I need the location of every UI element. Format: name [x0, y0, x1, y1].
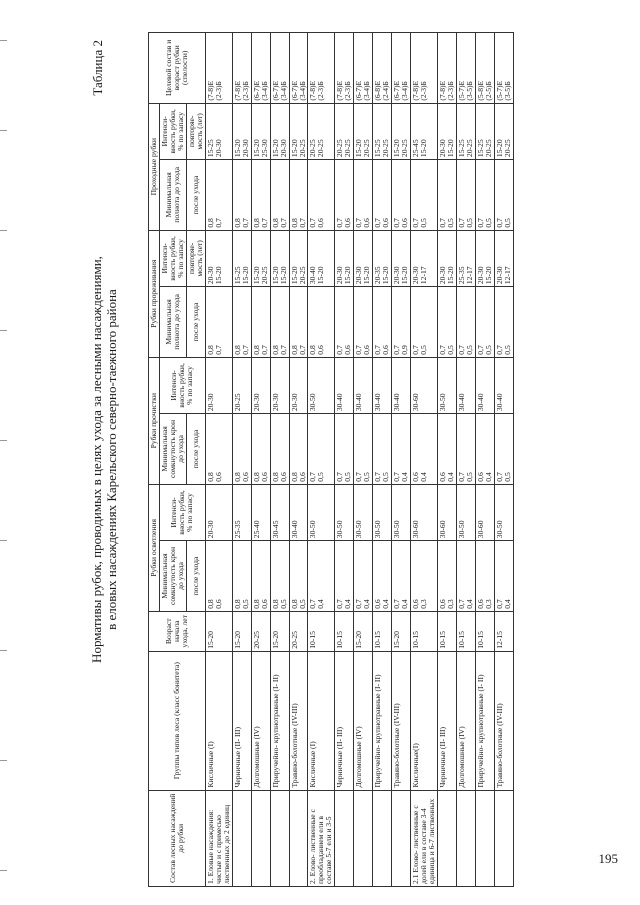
- target-cell: (5-7)Е (3-5)Б: [456, 33, 475, 104]
- subheader-min-completeness: Минимальная полнота до ухода: [159, 287, 186, 358]
- forest-type-cell: Травяно-болотные (IV-III): [494, 651, 513, 790]
- thinning-intensity-cell: 20-30 15-20: [205, 230, 232, 286]
- passing-min-cell: 0,8 0,7: [270, 160, 289, 231]
- norms-table: [148, 32, 514, 887]
- margin-mark: [0, 650, 7, 651]
- composition-cell: [373, 790, 392, 886]
- margin-mark: [0, 130, 7, 131]
- cleaning-min-cell: 0,6 0,4: [475, 414, 494, 485]
- table-row: [392, 33, 411, 887]
- subheader-repeat: повторяе- мость (лет): [186, 230, 205, 286]
- passing-min-cell: 0,7 0,5: [494, 160, 513, 231]
- cleaning-intensity-cell: 30-50: [438, 357, 457, 413]
- clearing-min-cell: 0,6 0,4: [373, 541, 392, 612]
- clearing-intensity-cell: 30-50: [354, 484, 373, 540]
- composition-cell: [232, 790, 251, 886]
- thinning-intensity-cell: 20-30 15-20: [475, 230, 494, 286]
- passing-intensity-cell: 15-20 20-25: [392, 103, 411, 159]
- passing-min-cell: 0,7 0,6: [335, 160, 354, 231]
- passing-intensity-cell: 15-20 20-30: [270, 103, 289, 159]
- subheader-after-care: после ухода: [186, 160, 205, 231]
- title-line: в еловых насаждениях Карельского северно-таежного района: [103, 289, 119, 630]
- age-cell: 15-20: [270, 611, 289, 651]
- thinning-intensity-cell: 20-30 15-20: [392, 230, 411, 286]
- margin-mark: [0, 540, 7, 541]
- age-cell: 10-15: [335, 611, 354, 651]
- subheader-after-care: после ухода: [186, 414, 205, 485]
- passing-min-cell: 0,7 0,5: [438, 160, 457, 231]
- margin-mark: [0, 330, 7, 331]
- subheader-intensity: Интенси- вность рубки, % по запасу: [159, 484, 205, 540]
- table-label: Таблица 2: [90, 40, 105, 96]
- header-target: Целевой состав и возраст рубки (спелости): [149, 33, 206, 104]
- header-composition: Состав лесных насаждений до рубки: [149, 790, 206, 886]
- passing-intensity-cell: 15-20 20-25: [289, 103, 308, 159]
- forest-type-cell: Приручейно- крупнотравные (I- II): [270, 651, 289, 790]
- forest-type-cell: Кисличные (I): [308, 651, 335, 790]
- target-cell: (6-7)Е (3-4)Б: [251, 33, 270, 104]
- clearing-intensity-cell: 30-60: [411, 484, 438, 540]
- target-cell: (7-8)Е (2-3)Б: [411, 33, 438, 104]
- thinning-intensity-cell: 20-30 15-20: [335, 230, 354, 286]
- subheader-after-care: после ухода: [186, 287, 205, 358]
- margin-mark: [0, 440, 7, 441]
- target-cell: (7-8)Е (2-3)Б: [438, 33, 457, 104]
- thinning-intensity-cell: 20-35 15-20: [373, 230, 392, 286]
- clearing-intensity-cell: 30-40: [289, 484, 308, 540]
- cleaning-min-cell: 0,7 0,5: [456, 414, 475, 485]
- header-forest-type: Группы типов леса (класс бонитета): [149, 651, 206, 790]
- header-thinning: Рубки прореживания: [149, 230, 160, 357]
- age-cell: 15-20: [354, 611, 373, 651]
- passing-intensity-cell: 15-25 20-25: [475, 103, 494, 159]
- passing-intensity-cell: 20-30 15-20: [438, 103, 457, 159]
- forest-type-cell: Черничные (II- III): [232, 651, 251, 790]
- forest-type-cell: Травяно-болотные (IV-III): [289, 651, 308, 790]
- cleaning-min-cell: 0,7 0,5: [335, 414, 354, 485]
- passing-min-cell: 0,8 0,7: [251, 160, 270, 231]
- thinning-min-cell: 0,8 0,7: [289, 287, 308, 358]
- target-cell: (5-7)Е (3-5)Б: [494, 33, 513, 104]
- header-age-start: Возраст начала ухода, лет: [149, 611, 206, 651]
- clearing-min-cell: 0,8 0,5: [232, 541, 251, 612]
- passing-min-cell: 0,8 0,7: [205, 160, 232, 231]
- clearing-min-cell: 0,7 0,4: [392, 541, 411, 612]
- age-cell: 12-15: [494, 611, 513, 651]
- passing-intensity-cell: 15-25 20-25: [456, 103, 475, 159]
- clearing-intensity-cell: 30-50: [392, 484, 411, 540]
- thinning-min-cell: 0,8 0,7: [232, 287, 251, 358]
- thinning-min-cell: 0,7 0,5: [456, 287, 475, 358]
- passing-intensity-cell: 15-20 25-30: [251, 103, 270, 159]
- table-row: [438, 33, 457, 887]
- header-passing: Проходные рубки: [149, 103, 160, 230]
- forest-type-cell: Долгомошные (IV): [456, 651, 475, 790]
- thinning-intensity-cell: 20-30 12-17: [411, 230, 438, 286]
- clearing-intensity-cell: 20-30: [205, 484, 232, 540]
- forest-type-cell: Кисличные (I): [205, 651, 232, 790]
- title-line: Нормативы рубок, проводимых в целях ухода за лесными насаждениями,: [89, 256, 104, 663]
- cleaning-intensity-cell: 20-30: [251, 357, 270, 413]
- target-cell: (6-7)Е (3-4)Б: [354, 33, 373, 104]
- subheader-intensity: Интенси- вность рубки, % по запасу: [159, 357, 205, 413]
- thinning-intensity-cell: 20-30 15-20: [354, 230, 373, 286]
- thinning-min-cell: 0,7 0,6: [373, 287, 392, 358]
- age-cell: 15-20: [392, 611, 411, 651]
- cleaning-intensity-cell: 30-40: [373, 357, 392, 413]
- forest-type-cell: Приручейно- крупнотравные (I- II): [475, 651, 494, 790]
- clearing-intensity-cell: 30-60: [438, 484, 457, 540]
- clearing-min-cell: 0,7 0,4: [335, 541, 354, 612]
- document-title: [90, 32, 120, 887]
- composition-cell: 1. Еловые насаждения: чистые и с примесью лиственных до 2 единиц: [205, 790, 232, 886]
- composition-cell: [475, 790, 494, 886]
- margin-mark: [0, 870, 7, 871]
- thinning-intensity-cell: 15-20 15-20: [270, 230, 289, 286]
- cleaning-min-cell: 0,8 0,6: [205, 414, 232, 485]
- rotated-page-content: [90, 32, 630, 887]
- thinning-intensity-cell: 15-25 15-20: [232, 230, 251, 286]
- thinning-min-cell: 0,7 0,5: [438, 287, 457, 358]
- clearing-min-cell: 0,8 0,5: [289, 541, 308, 612]
- target-cell: (6-7)Е (3-4)Б: [392, 33, 411, 104]
- cleaning-min-cell: 0,6 0,4: [411, 414, 438, 485]
- header-cleaning: Рубки прочистки: [149, 357, 160, 484]
- cleaning-intensity-cell: 20-25: [232, 357, 251, 413]
- age-cell: 10-15: [411, 611, 438, 651]
- clearing-min-cell: 0,8 0,6: [205, 541, 232, 612]
- subheader-intensity: Интенси- вность рубки, % по запасу: [159, 230, 186, 286]
- composition-cell: [494, 790, 513, 886]
- forest-type-cell: Черничные (II- III): [335, 651, 354, 790]
- cleaning-intensity-cell: 20-30: [205, 357, 232, 413]
- thinning-intensity-cell: 30-40 15-20: [308, 230, 335, 286]
- cleaning-intensity-cell: 30-40: [494, 357, 513, 413]
- clearing-min-cell: 0,6 0,3: [411, 541, 438, 612]
- clearing-min-cell: 0,6 0,3: [475, 541, 494, 612]
- passing-min-cell: 0,7 0,6: [308, 160, 335, 231]
- age-cell: 10-15: [308, 611, 335, 651]
- cleaning-min-cell: 0,8 0,6: [232, 414, 251, 485]
- clearing-min-cell: 0,7 0,4: [354, 541, 373, 612]
- table-row: [456, 33, 475, 887]
- subheader-after-care: после ухода: [186, 541, 205, 612]
- composition-cell: [251, 790, 270, 886]
- thinning-min-cell: 0,7 0,5: [494, 287, 513, 358]
- composition-cell: [354, 790, 373, 886]
- cleaning-min-cell: 0,7 0,5: [354, 414, 373, 485]
- table-row: [251, 33, 270, 887]
- composition-cell: 2.1 Елово- лиственные с долей ели в составе 3-4 единица и 6-7 лиственных: [411, 790, 438, 886]
- cleaning-min-cell: 0,7 0,5: [494, 414, 513, 485]
- target-cell: (6-7)Е (3-4)Б: [270, 33, 289, 104]
- cleaning-min-cell: 0,6 0,4: [438, 414, 457, 485]
- clearing-min-cell: 0,8 0,5: [270, 541, 289, 612]
- table-row: [411, 33, 438, 887]
- table-row: [205, 33, 232, 887]
- clearing-intensity-cell: 30-60: [475, 484, 494, 540]
- age-cell: 10-15: [438, 611, 457, 651]
- cleaning-intensity-cell: 30-50: [308, 357, 335, 413]
- passing-intensity-cell: 25-45 15-20: [411, 103, 438, 159]
- cleaning-intensity-cell: 30-40: [456, 357, 475, 413]
- age-cell: 20-25: [289, 611, 308, 651]
- cleaning-intensity-cell: 20-30: [270, 357, 289, 413]
- cleaning-min-cell: 0,8 0,6: [270, 414, 289, 485]
- age-cell: 10-15: [456, 611, 475, 651]
- clearing-min-cell: 0,7 0,4: [494, 541, 513, 612]
- subheader-min-completeness: Минимальная полнота до ухода: [159, 160, 186, 231]
- margin-mark: [0, 230, 7, 231]
- age-cell: 15-20: [232, 611, 251, 651]
- age-cell: 10-15: [475, 611, 494, 651]
- table-row: [308, 33, 335, 887]
- clearing-intensity-cell: 30-50: [335, 484, 354, 540]
- composition-cell: [335, 790, 354, 886]
- passing-min-cell: 0,8 0,7: [289, 160, 308, 231]
- composition-cell: 2. Елово- лиственные с преобладанием ели в составе 5-7 ели и 3-5: [308, 790, 335, 886]
- clearing-intensity-cell: 30-50: [456, 484, 475, 540]
- cleaning-min-cell: 0,8 0,6: [289, 414, 308, 485]
- clearing-min-cell: 0,7 0,4: [308, 541, 335, 612]
- passing-min-cell: 0,7 0,5: [475, 160, 494, 231]
- thinning-min-cell: 0,8 0,7: [205, 287, 232, 358]
- cleaning-min-cell: 0,7 0,5: [308, 414, 335, 485]
- table-body: [205, 33, 513, 887]
- composition-cell: [438, 790, 457, 886]
- clearing-intensity-cell: 30-45: [270, 484, 289, 540]
- passing-min-cell: 0,7 0,6: [354, 160, 373, 231]
- thinning-intensity-cell: 20-30 12-17: [494, 230, 513, 286]
- thinning-min-cell: 0,8 0,6: [308, 287, 335, 358]
- clearing-intensity-cell: 30-50: [494, 484, 513, 540]
- target-cell: (7-8)Е (2-3)Б: [335, 33, 354, 104]
- composition-cell: [456, 790, 475, 886]
- cleaning-intensity-cell: 20-30: [289, 357, 308, 413]
- table-row: [373, 33, 392, 887]
- passing-intensity-cell: 15-20 20-30: [232, 103, 251, 159]
- header-row: [149, 33, 160, 887]
- thinning-min-cell: 0,7 0,9: [392, 287, 411, 358]
- thinning-min-cell: 0,7 0,5: [411, 287, 438, 358]
- target-cell: (6-8)Е (2-4)Б: [373, 33, 392, 104]
- thinning-intensity-cell: 15-20 20-25: [251, 230, 270, 286]
- passing-intensity-cell: 15-25 20-30: [205, 103, 232, 159]
- clearing-min-cell: 0,7 0,4: [456, 541, 475, 612]
- clearing-intensity-cell: 30-50: [373, 484, 392, 540]
- passing-intensity-cell: 15-20 20-25: [354, 103, 373, 159]
- thinning-intensity-cell: 15-20 20-25: [289, 230, 308, 286]
- passing-min-cell: 0,7 0,6: [392, 160, 411, 231]
- thinning-min-cell: 0,7 0,6: [354, 287, 373, 358]
- passing-intensity-cell: 15-20 20-25: [494, 103, 513, 159]
- target-cell: (7-8)Е (2-3)Б: [205, 33, 232, 104]
- thinning-min-cell: 0,8 0,7: [251, 287, 270, 358]
- thinning-intensity-cell: 20-30 15-20: [438, 230, 457, 286]
- table-row: [354, 33, 373, 887]
- subheader-repeat: повторяе- мость (лет): [186, 103, 205, 159]
- target-cell: (6-7)Е (3-4)Б: [289, 33, 308, 104]
- passing-min-cell: 0,8 0,7: [232, 160, 251, 231]
- composition-cell: [289, 790, 308, 886]
- clearing-intensity-cell: 25-40: [251, 484, 270, 540]
- passing-min-cell: 0,7 0,6: [373, 160, 392, 231]
- cleaning-intensity-cell: 30-40: [475, 357, 494, 413]
- target-cell: (5-8)Е (2-5)Б: [475, 33, 494, 104]
- forest-type-cell: Кисличные(I): [411, 651, 438, 790]
- cleaning-intensity-cell: 30-40: [335, 357, 354, 413]
- forest-type-cell: Приручейно- крупнотравные (I- II): [373, 651, 392, 790]
- forest-type-cell: Долгомошные (IV): [354, 651, 373, 790]
- composition-cell: [270, 790, 289, 886]
- table-row: [494, 33, 513, 887]
- age-cell: 10-15: [373, 611, 392, 651]
- thinning-min-cell: 0,8 0,7: [270, 287, 289, 358]
- passing-intensity-cell: 15-25 20-25: [373, 103, 392, 159]
- passing-min-cell: 0,7 0,5: [456, 160, 475, 231]
- forest-type-cell: Травяно-болотные (IV-III): [392, 651, 411, 790]
- page-number: 195: [598, 851, 618, 866]
- cleaning-intensity-cell: 30-40: [392, 357, 411, 413]
- table-row: [289, 33, 308, 887]
- table-row: [232, 33, 251, 887]
- cleaning-min-cell: 0,8 0,6: [251, 414, 270, 485]
- clearing-intensity-cell: 25-35: [232, 484, 251, 540]
- clearing-min-cell: 0,6 0,3: [438, 541, 457, 612]
- target-cell: (7-8)Е (2-3)Б: [308, 33, 335, 104]
- subheader-intensity: Интенси- вность рубки, % по запасу: [159, 103, 186, 159]
- cleaning-intensity-cell: 30-40: [354, 357, 373, 413]
- thinning-min-cell: 0,7 0,6: [335, 287, 354, 358]
- clearing-intensity-cell: 30-50: [308, 484, 335, 540]
- age-cell: 20-25: [251, 611, 270, 651]
- cleaning-intensity-cell: 30-60: [411, 357, 438, 413]
- table-row: [335, 33, 354, 887]
- cleaning-min-cell: 0,7 0,4: [392, 414, 411, 485]
- clearing-min-cell: 0,8 0,6: [251, 541, 270, 612]
- target-cell: (7-8)Е (2-3)Б: [232, 33, 251, 104]
- passing-min-cell: 0,7 0,5: [411, 160, 438, 231]
- passing-intensity-cell: 20-25 20-25: [308, 103, 335, 159]
- margin-mark: [0, 760, 7, 761]
- table-row: [475, 33, 494, 887]
- composition-cell: [392, 790, 411, 886]
- table-row: [270, 33, 289, 887]
- subheader-min-density: Минимальная сомкнутость крон до ухода: [159, 414, 186, 485]
- header-clearing: Рубки осветления: [149, 484, 160, 611]
- subheader-min-density: Минимальная сомкнутость крон до ухода: [159, 541, 186, 612]
- passing-intensity-cell: 20-25 20-25: [335, 103, 354, 159]
- margin-mark: [0, 40, 7, 41]
- forest-type-cell: Долгомошные (IV): [251, 651, 270, 790]
- age-cell: 15-20: [205, 611, 232, 651]
- thinning-min-cell: 0,7 0,5: [475, 287, 494, 358]
- cleaning-min-cell: 0,7 0,5: [373, 414, 392, 485]
- thinning-intensity-cell: 25-35 12-17: [456, 230, 475, 286]
- forest-type-cell: Черничные (II- III): [438, 651, 457, 790]
